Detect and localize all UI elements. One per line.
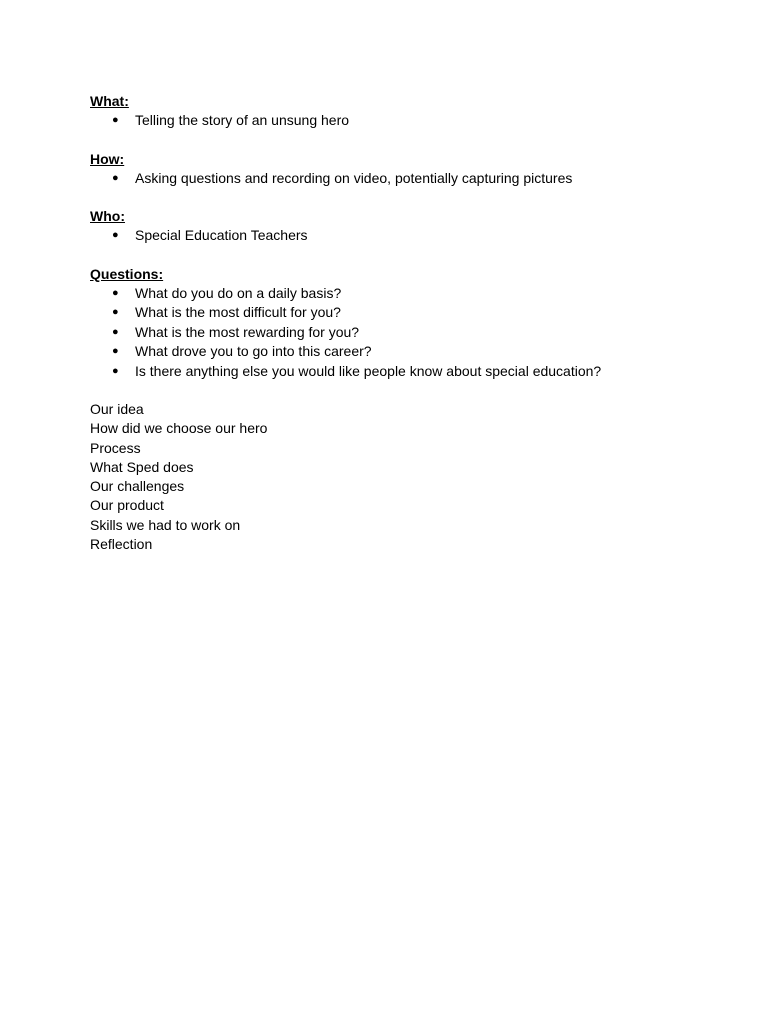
list-item	[90, 323, 710, 343]
bullet-list	[90, 169, 710, 189]
list-item-text: Asking questions and recording on video, potentially capturing pictures	[135, 169, 573, 186]
bullet-icon: ●	[112, 345, 119, 357]
list-item	[90, 169, 710, 189]
list-item	[90, 342, 710, 362]
document-page	[90, 92, 710, 554]
list-item-text: Is there anything else you would like people know about special education?	[135, 362, 602, 379]
list-item	[90, 226, 710, 246]
bullet-list	[90, 284, 710, 382]
bullet-icon: ●	[112, 114, 119, 126]
section-heading: What:	[90, 93, 129, 109]
bullet-icon: ●	[112, 229, 119, 241]
bullet-list	[90, 111, 710, 131]
presentation-outline	[90, 400, 710, 554]
section-heading: Who:	[90, 208, 125, 224]
bullet-icon: ●	[112, 286, 119, 299]
outline-line: Skills we had to work on	[90, 516, 241, 533]
section-who	[90, 207, 710, 246]
bullet-icon: ●	[112, 306, 119, 318]
section-what	[90, 92, 710, 131]
outline-line: Reflection	[90, 536, 153, 553]
bullet-icon: ●	[112, 171, 119, 184]
list-item-text: What do you do on a daily basis?	[135, 284, 342, 301]
list-item	[90, 303, 710, 323]
list-item	[90, 111, 710, 131]
outline-line: What Sped does	[90, 458, 194, 475]
outline-line: Our product	[90, 497, 164, 514]
bullet-list	[90, 226, 710, 246]
outline-line: Process	[90, 439, 141, 456]
outline-line: Our idea	[90, 401, 144, 417]
outline-line: Our challenges	[90, 478, 185, 495]
list-item-text: What drove you to go into this career?	[135, 343, 372, 359]
list-item-text: Telling the story of an unsung hero	[135, 112, 350, 128]
section-heading: Questions:	[90, 265, 164, 282]
list-item	[90, 284, 710, 304]
section-how	[90, 150, 710, 189]
list-item-text: What is the most difficult for you?	[135, 304, 341, 320]
bullet-icon: ●	[112, 364, 119, 377]
list-item	[90, 362, 710, 382]
list-item-text: Special Education Teachers	[135, 227, 308, 243]
bullet-icon: ●	[112, 325, 119, 338]
list-item-text: What is the most rewarding for you?	[135, 323, 360, 340]
outline-line: How did we choose our hero	[90, 420, 268, 437]
section-heading: How:	[90, 150, 125, 167]
section-questions	[90, 265, 710, 382]
